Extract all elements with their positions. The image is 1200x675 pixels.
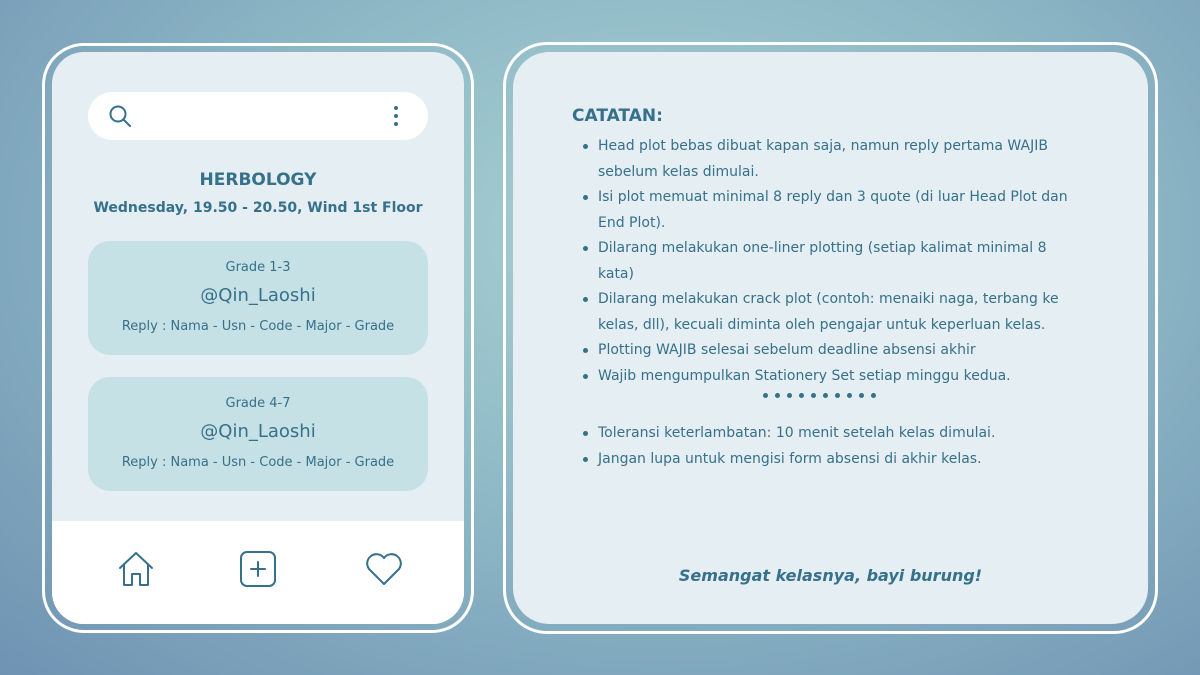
add-icon[interactable] — [238, 549, 278, 589]
kebab-menu-icon[interactable] — [384, 104, 408, 128]
card-reply-format: Reply : Nama - Usn - Code - Major - Grade — [121, 319, 395, 334]
heart-icon[interactable] — [364, 549, 404, 589]
grade-card[interactable] — [88, 377, 428, 491]
extra-rules-list — [572, 421, 1082, 472]
grade-card[interactable] — [88, 241, 428, 355]
phone-screen — [52, 52, 464, 624]
search-bar[interactable] — [88, 92, 428, 140]
card-grade: Grade 4-7 — [225, 396, 291, 411]
card-grade: Grade 1-3 — [225, 260, 291, 275]
rule-item: Wajib mengumpulkan Stationery Set setiap minggu kedua. — [572, 364, 1082, 390]
rules-list — [572, 134, 1082, 389]
search-icon[interactable] — [108, 104, 132, 128]
class-schedule: Wednesday, 19.50 - 20.50, Wind 1st Floor — [93, 200, 423, 216]
rule-item: Jangan lupa untuk mengisi form absensi di akhir kelas. — [572, 447, 1082, 473]
rule-item: Plotting WAJIB selesai sebelum deadline absensi akhir — [572, 338, 1082, 364]
rule-item: Dilarang melakukan one-liner plotting (setiap kalimat minimal 8 kata) — [572, 236, 1082, 287]
home-icon[interactable] — [116, 549, 156, 589]
rule-item: Head plot bebas dibuat kapan saja, namun reply pertama WAJIB sebelum kelas dimulai. — [572, 134, 1082, 185]
dot-separator — [763, 393, 876, 405]
card-reply-format: Reply : Nama - Usn - Code - Major - Grade — [121, 455, 395, 470]
class-title: HERBOLOGY — [199, 170, 317, 190]
bottom-nav — [52, 521, 464, 624]
card-handle: @Qin_Laoshi — [200, 421, 316, 442]
card-handle: @Qin_Laoshi — [200, 285, 316, 306]
rule-item: Toleransi keterlambatan: 10 menit setelah kelas dimulai. — [572, 421, 1082, 447]
rule-item: Dilarang melakukan crack plot (contoh: menaiki naga, terbang ke kelas, dll), kecuali diminta oleh pengajar untuk keperluan kelas. — [572, 287, 1082, 338]
rule-item: Isi plot memuat minimal 8 reply dan 3 quote (di luar Head Plot dan End Plot). — [572, 185, 1082, 236]
notes-panel — [513, 52, 1148, 624]
notes-heading: CATATAN: — [572, 106, 663, 126]
closing-message: Semangat kelasnya, bayi burung! — [678, 566, 983, 585]
